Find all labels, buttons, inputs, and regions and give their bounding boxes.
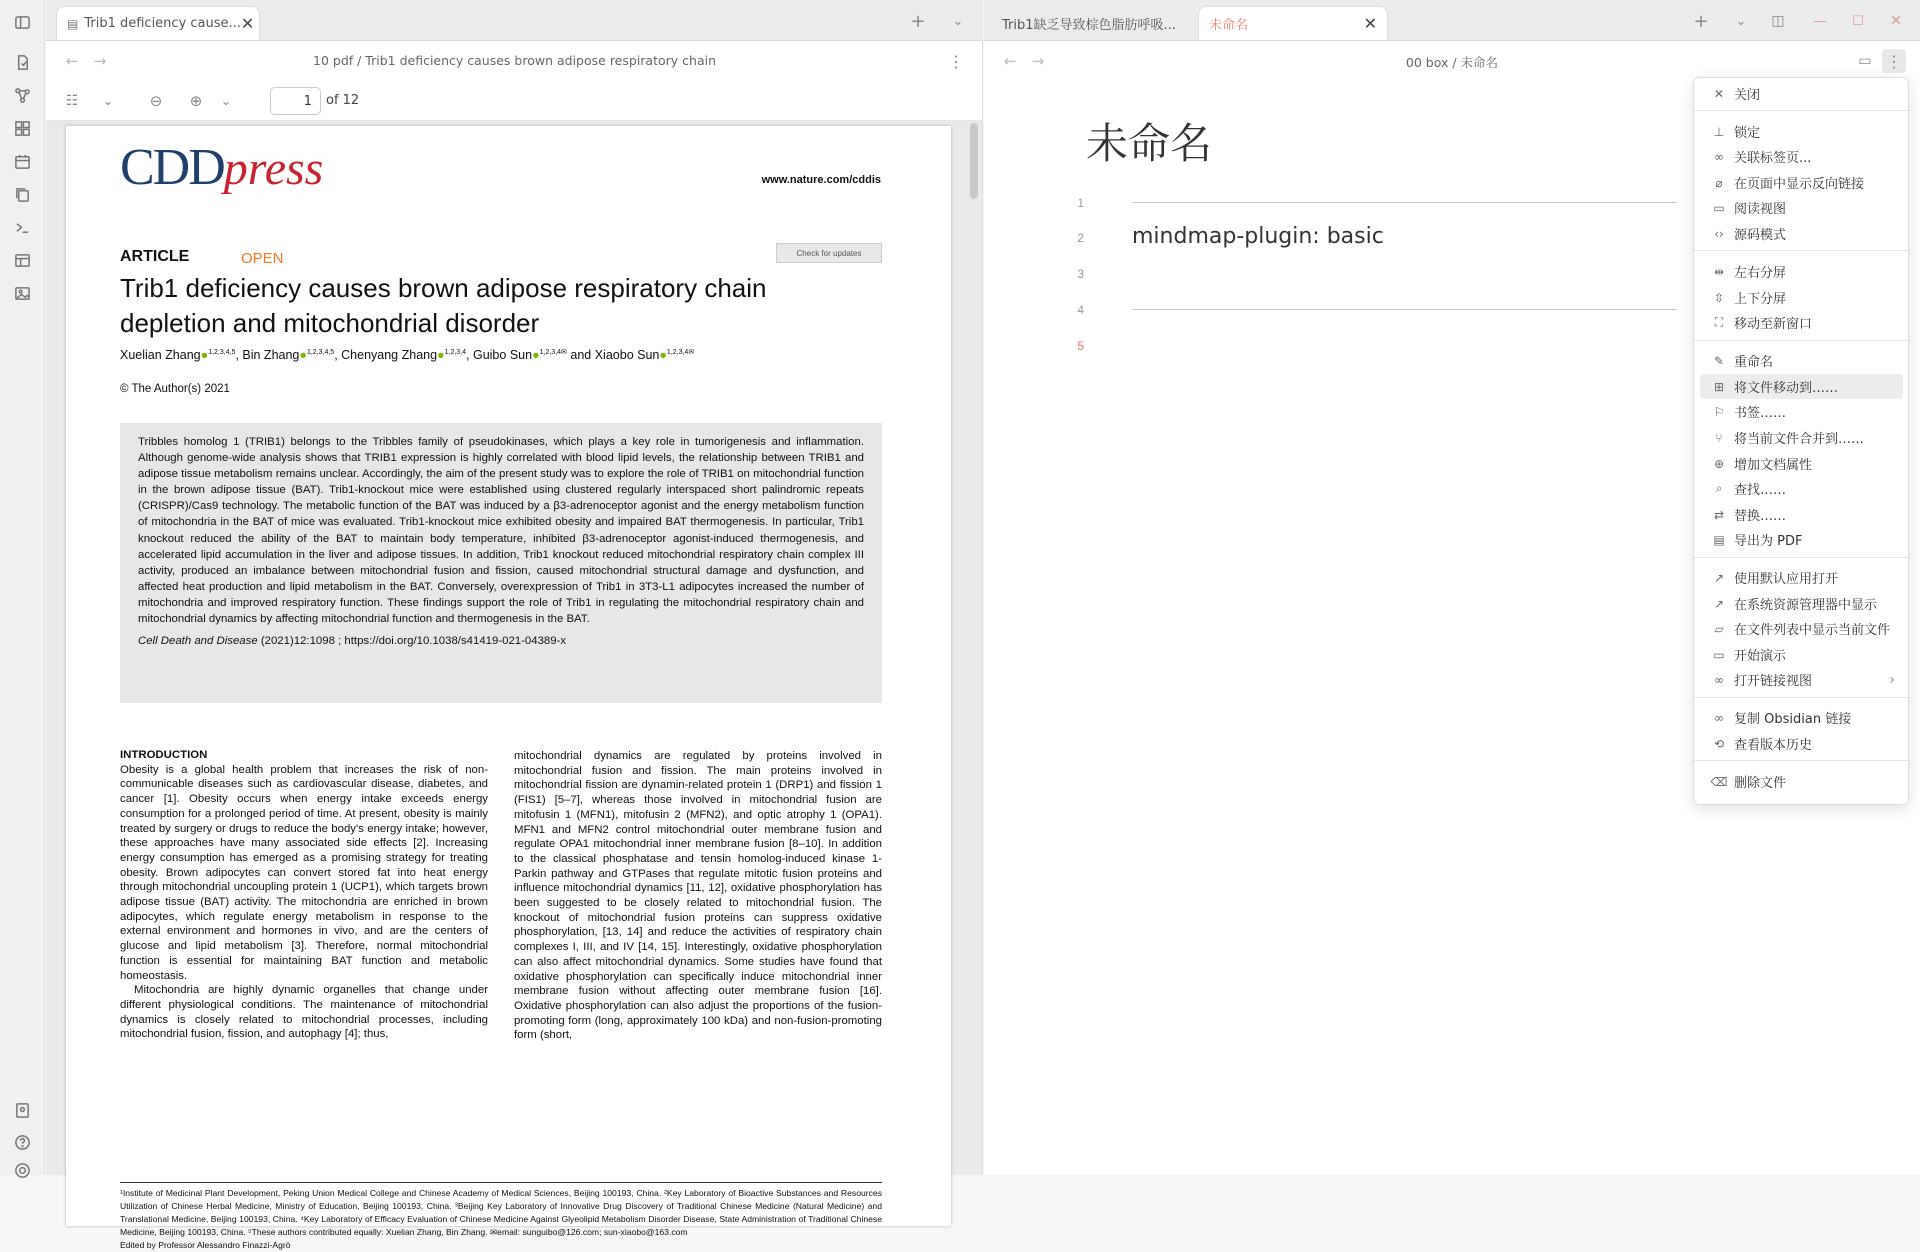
file-search-icon: ⌕ (1715, 481, 1723, 495)
menu-item-version-history[interactable]: ⟲ 查看版本历史 (1700, 731, 1903, 756)
menu-item-export-pdf[interactable]: ▤ 导出为 PDF (1700, 527, 1903, 552)
trash-icon: ⌫ (1710, 774, 1728, 789)
menu-item-split-right[interactable]: ⇹ 左右分屏 (1700, 259, 1903, 284)
menu-item-delete-file[interactable]: ⌫ 删除文件 (1710, 774, 1787, 791)
pin-icon: ⊥ (1713, 124, 1725, 139)
tab-title: 未命名 (1209, 18, 1249, 33)
menu-item-open-default-app[interactable]: ↗ 使用默认应用打开 (1700, 565, 1903, 590)
zoom-out-icon[interactable]: ⊖ (149, 92, 163, 110)
intro-paragraph-2: Mitochondria are highly dynamic organelles that change under different physiological conditions. The maintenance of mitochondrial dynamics is closely related to mitochondrial processes, including mitochondrial fusion, fission, and autophagy [4]; thus, (120, 984, 488, 1041)
menu-divider (1694, 110, 1908, 111)
tab-pdf[interactable] (56, 6, 260, 40)
settings-gear-icon[interactable] (10, 1158, 34, 1182)
tab-title: Trib1缺乏导致棕色脂肪呼吸... (1002, 17, 1176, 33)
pdf-toolbar (46, 81, 982, 121)
plus-icon[interactable]: + (1693, 10, 1709, 32)
menu-item-reading-view[interactable]: ▭ 阅读视图 (1700, 195, 1903, 220)
chevron-down-icon[interactable]: ⌄ (1735, 13, 1747, 29)
zoom-in-icon[interactable]: ⊕ (189, 92, 203, 110)
close-window-icon[interactable]: ✕ (1890, 13, 1902, 29)
arrow-up-right-icon: ↗ (1713, 596, 1725, 611)
history-icon: ⟲ (1713, 736, 1725, 751)
author-list: Xuelian Zhang●$^{1,2,3,4,5}$, Bin Zhang●$^{1,2,3,4,5}$, Chenyang Zhang●$^{1,2,3,4}$, Guibo Sun●$^{1,2,3,4✉}$ and Xiaobo Sun●$^{1,2,3,4✉}$ (120, 348, 695, 363)
menu-item-reveal-in-file-list[interactable]: ▱ 在文件列表中显示当前文件 (1700, 616, 1903, 641)
back-arrow-icon[interactable]: ← (1003, 52, 1017, 70)
bookmark-icon: ⚐ (1713, 404, 1725, 419)
pdf-pane (46, 41, 983, 1250)
more-options-icon[interactable]: ⋮ (948, 51, 964, 71)
terminal-icon[interactable] (10, 215, 34, 239)
link-icon: ∞ (1714, 710, 1724, 725)
menu-item-lock[interactable]: ⊥ 锁定 (1700, 119, 1903, 144)
maximize-icon: ⛶ (1714, 315, 1724, 329)
menu-item-source-mode[interactable]: ‹› 源码模式 (1700, 221, 1903, 246)
arrow-up-right-icon: ↗ (1713, 570, 1725, 585)
file-pdf-icon: ▤ (1713, 532, 1725, 547)
abstract-box (120, 423, 882, 703)
open-quick-switcher-icon[interactable] (10, 50, 34, 74)
menu-divider (1694, 760, 1908, 761)
line-number-active: 5 (1077, 339, 1084, 353)
menu-item-replace[interactable]: ⇄ 替换…… (1700, 502, 1903, 527)
pdf-page (66, 126, 951, 1250)
code-icon: ‹› (1714, 226, 1724, 241)
backlink-icon: ⌀ (1715, 175, 1723, 190)
menu-item-start-presentation[interactable]: ▭ 开始演示 (1700, 642, 1903, 667)
merge-icon: ⑂ (1715, 430, 1723, 445)
frontmatter-rule (1132, 202, 1677, 203)
article-label: ARTICLE (120, 248, 190, 265)
chevron-down-icon[interactable]: ⌄ (102, 93, 114, 109)
menu-item-move-to-window[interactable]: ⛶ 移动至新窗口 (1700, 310, 1903, 335)
cddpress-logo: CDDpress (120, 139, 324, 196)
pdf-nav-header (46, 41, 982, 81)
page-total: of 12 (326, 93, 360, 108)
maximize-icon[interactable]: ☐ (1852, 13, 1864, 29)
line-number: 3 (1077, 267, 1084, 281)
editor-line-2[interactable]: mindmap-plugin: basic (1132, 224, 1384, 249)
folder-tree-icon: ⊞ (1713, 379, 1725, 394)
frontmatter-rule (1132, 309, 1677, 310)
menu-divider (1694, 557, 1908, 558)
line-number: 2 (1077, 231, 1084, 245)
right-tab-bar (984, 0, 1920, 41)
chevron-down-icon[interactable]: ⌄ (952, 13, 964, 29)
back-arrow-icon[interactable]: ← (65, 52, 79, 70)
pdf-file-icon: ▤ (67, 16, 79, 31)
help-icon[interactable] (10, 1130, 34, 1154)
forward-arrow-icon[interactable]: → (1031, 52, 1045, 70)
pdf-viewer[interactable] (46, 121, 982, 1250)
plus-circle-icon: ⊕ (1713, 456, 1725, 471)
check-updates-badge[interactable]: Check for updates (776, 243, 882, 263)
footnote: ¹Institute of Medicinal Plant Development, Peking Union Medical College and Chinese Academy of Medical Sciences, Beijing 100193, China. ²Key Laboratory of Bioactive Substances and Resources Utilization of Chinese Herbal Medicine, Ministry of Education, Beijing 100193, China. ³Beijing Key Laboratory of Innovative Drug Discovery of Traditional Chinese Medicine (Natural Medicine) and Translational Medicine, Beijing 100193, China. ⁴Key Laboratory of Efficacy Evaluation of Chinese Medicine Against Glyeolipid Metabolism Disorder Disease, State Administration of Traditional Chinese Medicine, Beijing 100193, China. ⁵These authors contributed equally: Xuelian Zhang, Bin Zhang. ✉email: sunguibo@126.com; sun-xiaobo@163.com Edited by Professor Alessandro Finazzi-Agrò (120, 1182, 882, 1252)
abstract-text: Tribbles homolog 1 (TRIB1) belongs to the Tribbles family of pseudokinases, which plays a key role in tumorigenesis and inflammation. Although genome-wide analysis shows that TRIB1 expression is highly correlated with blood lipid levels, the relationship between TRIB1 and adipose tissue metabolism remains unclear. Accordingly, the aim of the present study was to explore the role of TRIB1 on mitochondrial function in the brown adipose tissue (BAT). Trib1-knockout mice were established using clustered regularly interspaced short palindromic repeats (CRISPR)/Cas9 technology. The metabolic function of the BAT was induced by a β3-adrenoceptor agonist and the energy metabolism function of mitochondria in the BAT of mice was evaluated. Trib1-knockout mice exhibited obesity and impaired BAT thermogenesis. In particular, Trib1 knockout reduced the ability of the BAT to maintain body temperature, inhibited β3-adrenoceptor agonist-induced thermogenesis, and accelerated lipid accumulation in the liver and adipose tissues. In addition, Trib1 knockout reduced mitochondrial respiratory chain complex III activity, produced an imbalance between mitochondrial fusion and fission, caused mitochondrial structural damage and dysfunction, and affected heat production and lipid metabolism in the BAT. Conversely, overexpression of Trib1 in 3T3-L1 adipocytes increased the number of mitochondria and improved respiratory function. These findings support the role of Trib1 in regulating the mitochondrial respiratory chain and mitochondrial dynamics by affecting mitochondrial function and thermogenesis in the BAT. (138, 436, 864, 626)
plus-icon[interactable]: + (910, 10, 926, 32)
close-tab-icon[interactable]: ✕ (1363, 14, 1377, 33)
menu-item-find[interactable]: ⌕ 查找…… (1700, 476, 1903, 501)
page-number-input[interactable] (270, 87, 321, 115)
menu-item-add-property[interactable]: ⊕ 增加文档属性 (1700, 451, 1903, 476)
pdf-scrollbar[interactable] (970, 123, 978, 199)
image-icon[interactable] (10, 281, 34, 305)
split-vertical-icon: ⇹ (1713, 264, 1725, 279)
tab-untitled[interactable] (1198, 6, 1388, 40)
book-open-icon: ▭ (1713, 200, 1725, 215)
folder-open-icon: ▱ (1714, 621, 1724, 636)
line-number: 4 (1077, 303, 1084, 317)
minimize-icon[interactable]: — (1813, 13, 1827, 29)
menu-item-close[interactable]: ✕ 关闭 (1700, 81, 1903, 106)
menu-item-copy-obsidian-link[interactable]: ∞ 复制 Obsidian 链接 (1700, 705, 1903, 730)
split-horizontal-icon: ⇳ (1713, 290, 1725, 305)
copy-icon[interactable] (10, 182, 34, 206)
breadcrumb: 10 pdf / Trib1 deficiency causes brown adipose respiratory chain (313, 53, 716, 68)
graph-view-icon[interactable] (10, 83, 34, 107)
file-options-menu (1693, 77, 1909, 805)
sidebar-right-toggle-icon[interactable]: ◫ (1771, 13, 1785, 29)
left-ribbon (0, 0, 45, 1175)
menu-divider (1694, 697, 1908, 698)
copyright: © The Author(s) 2021 (120, 383, 230, 395)
link-icon: ∞ (1714, 672, 1724, 687)
menu-item-bookmark[interactable]: ⚐ 书签…… (1700, 399, 1903, 424)
menu-item-merge[interactable]: ⑂ 将当前文件合并到…… (1700, 425, 1903, 450)
menu-item-open-link-view[interactable]: ∞ 打开链接视图 › (1700, 667, 1903, 692)
column-right (514, 749, 882, 1043)
tab-title: Trib1 deficiency cause... (84, 16, 241, 31)
calendar-icon[interactable] (10, 149, 34, 173)
thumbnail-view-icon[interactable]: ☷ (65, 93, 79, 109)
open-access-label: OPEN (241, 250, 284, 267)
left-tab-bar (46, 0, 983, 41)
file-replace-icon: ⇄ (1713, 507, 1725, 522)
menu-item-show-backlinks[interactable]: ⌀ 在页面中显示反向链接 (1700, 170, 1903, 195)
note-title[interactable]: 未命名 (1086, 119, 1213, 168)
pencil-icon: ✎ (1713, 353, 1725, 368)
monitor-icon: ▭ (1713, 647, 1725, 662)
template-icon[interactable] (10, 248, 34, 272)
tab-note-trib1[interactable] (992, 6, 1182, 40)
menu-divider (1694, 250, 1908, 251)
menu-item-show-in-explorer[interactable]: ↗ 在系统资源管理器中显示 (1700, 591, 1903, 616)
paper-title: Trib1 deficiency causes brown adipose respiratory chain depletion and mitochondrial disorder (120, 273, 767, 338)
menu-item-move-file[interactable]: ⊞ 将文件移动到…… (1700, 374, 1903, 399)
intro-heading: INTRODUCTION (120, 749, 208, 761)
menu-item-rename[interactable]: ✎ 重命名 (1700, 348, 1903, 373)
chevron-right-icon: › (1889, 671, 1895, 688)
menu-item-split-down[interactable]: ⇳ 上下分屏 (1700, 285, 1903, 310)
reading-view-icon[interactable]: ▭ (1858, 53, 1872, 69)
canvas-icon[interactable] (10, 116, 34, 140)
breadcrumb: 00 box / 未命名 (1405, 55, 1499, 70)
journal-url: www.nature.com/cddis (761, 174, 881, 186)
column-left (120, 748, 488, 1042)
vault-switch-icon[interactable] (10, 1098, 34, 1122)
chevron-down-icon[interactable]: ⌄ (220, 93, 232, 109)
menu-item-link-tab[interactable]: ∞ 关联标签页... (1700, 144, 1903, 169)
column-right-text: mitochondrial dynamics are regulated by proteins involved in mitochondrial fusion and fission. The main proteins involved in mitochondrial fission are dynamin-related protein 1 (DRP1) and fission 1 (FIS1) [5–7], whereas those involved in mitochondrial fusion are mitofusin 1 (MFN1), mitofusin 2 (MFN2), and optic atrophy 1 (OPA1). MFN1 and MFN2 control mitochondrial outer membrane fusion and regulate OPA1 mitochondrial inner membrane fusion [8–10]. In addition to the classical phosphatase and tensin homolog-induced kinase 1-Parkin pathway and GTPases that regulate mitotic fusion proteins and influence mitochondrial dynamics [11, 12], oxidative phosphorylation has been suggested to be closely related to mitochondrial fusion. The knockout of mitochondrial fusion proteins can suppress oxidative phosphorylation, [13, 14] and reduce the activities of respiratory chain complexes I, III, and IV [14, 15]. Interestingly, oxidative phosphorylation can also affect mitochondrial dynamics. Some studies have found that oxidative phosphorylation can specifically induce mitochondrial inner membrane fusion without affecting outer membrane fusion [16]. Oxidative phosphorylation can also adjust the proportions of the fusion-promoting form (long, approximately 100 kDa) and non-fusion-promoting form (short, (514, 750, 882, 1042)
link-icon: ∞ (1714, 149, 1724, 164)
line-number: 1 (1077, 196, 1084, 210)
sidebar-toggle-icon[interactable] (10, 10, 34, 34)
close-tab-icon[interactable]: ✕ (240, 14, 255, 33)
forward-arrow-icon[interactable]: → (93, 52, 107, 70)
more-options-icon[interactable]: ⋮ (1882, 49, 1906, 73)
close-icon: ✕ (1713, 86, 1725, 101)
intro-paragraph-1: Obesity is a global health problem that increases the risk of non-communicable diseases such as cardiovascular disease, diabetes, and cancer [1]. Obesity occurs when energy intake exceeds energy consumption for a prolonged period of time. At present, obesity is mainly treated by surgery or drugs to reduce the body's energy intake; however, these approaches have many associated side effects [2]. Increasing energy consumption has emerged as a promising strategy for treating obesity. Brown adipocytes can convert stored fat into heat energy through mitochondrial uncoupling protein 1 (UCP1), which targets brown adipose tissue (BAT) activity. The mitochondria are enriched in brown adipocytes, which regulate energy metabolism in response to the external environment and hormones in vivo, and are the centers of glucose and lipid metabolism [3]. Therefore, normal mitochondrial function is essential for maintaining BAT function and metabolic homeostasis. (120, 763, 488, 982)
citation: Cell Death and Disease (2021)12:1098 ; https://doi.org/10.1038/s41419-021-04389-x (138, 635, 567, 648)
menu-divider (1694, 340, 1908, 341)
